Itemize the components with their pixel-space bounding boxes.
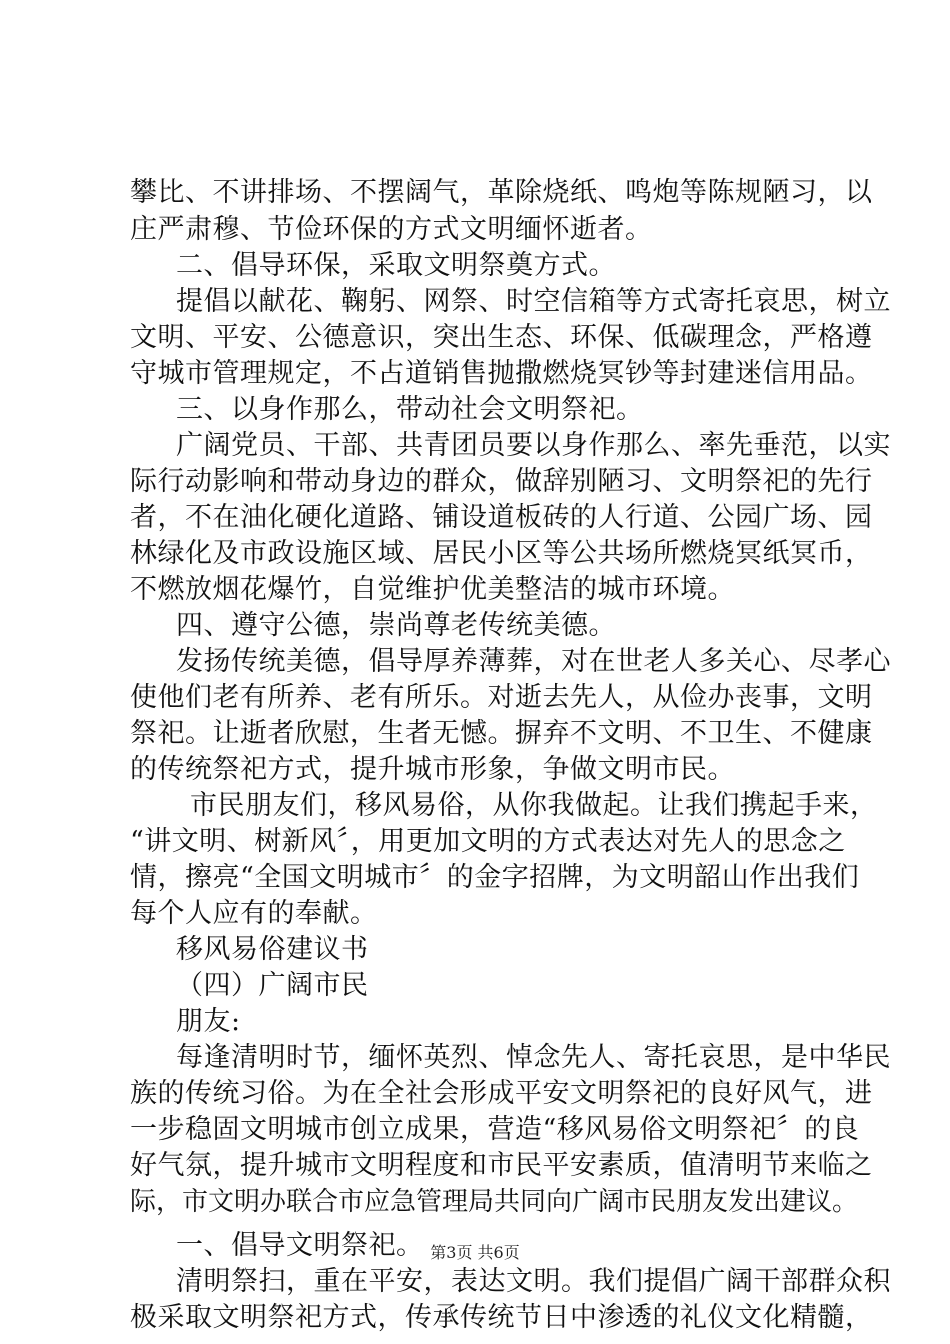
- text-line: 际，市文明办联合市应急管理局共同向广阔市民朋友发出建议。: [130, 1187, 859, 1217]
- text-line: “讲文明、树新风〞，用更加文明的方式表达对先人的思念之: [130, 826, 846, 857]
- section-heading: 四、遵守公德，崇尚尊老传统美德。: [176, 610, 616, 641]
- document-title: 移风易俗建议书: [176, 934, 369, 965]
- text-line: 广阔党员、干部、共青团员要以身作那么、率先垂范，以实: [176, 430, 891, 461]
- text-line: 使他们老有所养、老有所乐。对逝去先人，从俭办丧事，文明: [130, 682, 873, 713]
- text-line: 好气氛，提升城市文明程度和市民平安素质，值清明节来临之: [130, 1150, 873, 1181]
- text-line: 情，擦亮“全国文明城市〞的金字招牌，为文明韶山作出我们: [130, 862, 860, 893]
- text-line: 文明、平安、公德意识，突出生态、环保、低碳理念，严格遵: [130, 322, 873, 353]
- text-line: 每逢清明时节，缅怀英烈、悼念先人、寄托哀思，是中华民: [176, 1042, 891, 1073]
- text-line: 的传统祭祀方式，提升城市形象，争做文明市民。: [130, 754, 735, 785]
- text-line: 庄严肃穆、节俭环保的方式文明缅怀逝者。: [130, 214, 653, 245]
- text-line: 攀比、不讲排场、不摆阔气，革除烧纸、鸣炮等陈规陋习，以: [130, 177, 873, 208]
- section-heading: 二、倡导环保，采取文明祭奠方式。: [176, 250, 616, 281]
- section-heading: 一、倡导文明祭祀。: [176, 1230, 424, 1261]
- salutation: 朋友:: [176, 1006, 241, 1037]
- text-line: 祭祀。让逝者欣慰，生者无憾。摒弃不文明、不卫生、不健康: [130, 718, 873, 749]
- section-heading: 三、以身作那么，带动社会文明祭祀。: [176, 394, 644, 425]
- text-line: （四）广阔市民: [176, 970, 369, 1001]
- text-line: 守城市管理规定，不占道销售抛撒燃烧冥钞等封建迷信用品。: [130, 358, 873, 389]
- text-line: 不燃放烟花爆竹，自觉维护优美整洁的城市环境。: [130, 574, 735, 605]
- text-line: 极采取文明祭祀方式，传承传统节日中渗透的礼仪文化精髓，: [130, 1302, 873, 1333]
- text-line: 族的传统习俗。为在全社会形成平安文明祭祀的良好风气，进: [130, 1078, 873, 1109]
- text-line: 提倡以献花、鞠躬、网祭、时空信箱等方式寄托哀思，树立: [176, 286, 891, 317]
- text-line: 林绿化及市政设施区域、居民小区等公共场所燃烧冥纸冥币，: [130, 538, 873, 569]
- text-line: 发扬传统美德，倡导厚养薄葬，对在世老人多关心、尽孝心: [176, 646, 891, 677]
- text-line: 市民朋友们，移风易俗，从你我做起。让我们携起手来，: [190, 790, 878, 821]
- text-line: 者，不在油化硬化道路、铺设道板砖的人行道、公园广场、园: [130, 502, 873, 533]
- text-line: 每个人应有的奉献。: [130, 898, 378, 929]
- page-footer: 第3页 共6页: [430, 1243, 520, 1262]
- text-line: 际行动影响和带动身边的群众，做辞别陋习、文明祭祀的先行: [130, 466, 873, 497]
- text-line: 一步稳固文明城市创立成果，营造“移风易俗文明祭祀〞的良: [130, 1114, 860, 1145]
- text-line: 清明祭扫，重在平安，表达文明。我们提倡广阔干部群众积: [176, 1266, 891, 1297]
